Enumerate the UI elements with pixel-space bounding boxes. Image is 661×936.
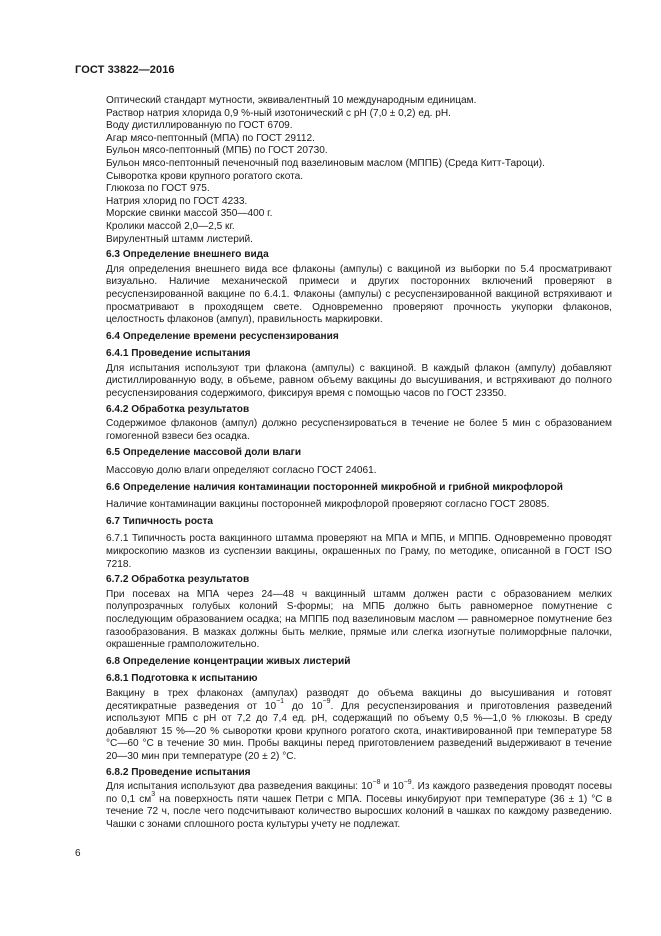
- materials-list: [106, 95, 612, 246]
- document-header: ГОСТ 33822—2016: [75, 64, 175, 76]
- section-heading-6-5: 6.5 Определение массовой доли влаги: [106, 447, 302, 459]
- subsection-text-6-7-2: При посевах на МПА через 24—48 ч вакцинный штамм должен расти с образованием мелких полупрозрачных голубых колоний S-формы; на МПБ должно быть равномерное помутнение с последующим образованием осадка; на МППБ под вазелиновым маслом — равномерное помутнение без газообразования. В мазках должны быть мелкие, прямые или слегка изогнутые полиморфные палочки, окрашенные грамположительно.: [106, 588, 612, 651]
- list-item: Натрия хлорид по ГОСТ 4233.: [106, 195, 248, 207]
- section-heading-6-7: 6.7 Типичность роста: [106, 515, 214, 527]
- text-run: на поверхность пяти чашек Петри с МПА. Посевы инкубируют при температуре (36 ± 1) °С в течение 72 ч, после чего подсчитывают количество выросших колоний в чашках по каждому разведению. Чашки с зонами сплошного роста культуры учету не подлежат.: [106, 793, 612, 830]
- subsection-heading-6-8-2: 6.8.2 Проведение испытания: [106, 766, 251, 778]
- text-run: Вакцину в трех флаконах (ампулах) разводят до объема вакцины до высушивания и готовят десятикратные разведения от 10: [106, 687, 612, 712]
- subsection-text-6-7-1: 6.7.1 Типичность роста вакцинного штамма проверяют на МПА и МПБ, и МППБ. Одновременно проводят микроскопию мазков из суспензии вакцины, окрашенных по Граму, по методике, описанной в ГОСТ ISO 7218.: [106, 533, 612, 570]
- list-item: Воду дистиллированную по ГОСТ 6709.: [106, 120, 293, 132]
- subsection-heading-6-4-2: 6.4.2 Обработка результатов: [106, 403, 250, 415]
- list-item: Вирулентный штамм листерий.: [106, 233, 253, 245]
- list-item: Оптический стандарт мутности, эквивалентный 10 международным единицам.: [106, 95, 477, 106]
- text-run: до 10: [284, 700, 323, 712]
- subsection-heading-6-4-1: 6.4.1 Проведение испытания: [106, 348, 251, 360]
- section-text-6-3: Для определения внешнего вида все флаконы (ампулы) с вакциной из выборки по 5.4 просматривают визуально. Наличие механической примеси и других посторонних включений проверяют в ресуспензированной вакцине по 6.4.1. Флаконы (ампулы) с ресуспензированной вакциной встряхивают и просматривают в проходящем свете. Одновременно проверяют прочность укупорки флаконов, целостность флаконов (ампул), правильность маркировки.: [106, 263, 612, 326]
- section-heading-6-3: 6.3 Определение внешнего вида: [106, 249, 269, 261]
- list-item: Раствор натрия хлорида 0,9 %-ный изотонический с pH (7,0 ± 0,2) ед. pH.: [106, 107, 451, 119]
- subsection-text-6-4-2: Содержимое флаконов (ампул) должно ресуспензироваться в течение не более 5 мин с образованием гомогенной взвеси без осадка.: [106, 418, 612, 442]
- list-item: Агар мясо-пептонный (МПА) по ГОСТ 29112.: [106, 132, 315, 144]
- list-item: Сыворотка крови крупного рогатого скота.: [106, 170, 304, 182]
- subsection-text-6-8-2: [106, 778, 612, 831]
- exponent: −9: [322, 698, 331, 706]
- section-heading-6-4: 6.4 Определение времени ресуспензирования: [106, 330, 339, 342]
- text-run: . Для ресуспензирования и приготовления разведений используют МПБ с pH от 7,2 до 7,4 ед. pH, содержащий по объему 0,5 %—1,0 % глюкозы. В среду добавляют 15 %—20 % сыворотки крови крупного рогатого скота, инактивированной при температуре 58 °С—60 °С в течение 30 мин. Пробы вакцины перед приготовлением разведений выдерживают в течение 20—30 мин при температуре (20 ± 2) °С.: [106, 700, 613, 762]
- list-item: Бульон мясо-пептонный печеночный под вазелиновым маслом (МППБ) (Среда Китт-Тароци).: [106, 157, 545, 169]
- subsection-heading-6-8-1: 6.8.1 Подготовка к испытанию: [106, 673, 258, 685]
- document-body: [106, 95, 612, 831]
- section-heading-6-8: 6.8 Определение концентрации живых листерий: [106, 655, 351, 667]
- page-number: 6: [75, 848, 81, 859]
- exponent: 3: [151, 791, 156, 799]
- list-item: Бульон мясо-пептонный (МПБ) по ГОСТ 20730.: [106, 145, 328, 157]
- list-item: Глюкоза по ГОСТ 975.: [106, 183, 210, 195]
- text-run: . Из каждого разведения проводят посевы по 0,1 см: [106, 781, 612, 805]
- exponent: −8: [372, 778, 381, 786]
- list-item: Кролики массой 2,0—2,5 кг.: [106, 220, 235, 232]
- section-heading-6-6: 6.6 Определение наличия контаминации посторонней микробной и грибной микрофлорой: [106, 481, 563, 493]
- section-text-6-6: Наличие контаминации вакцины посторонней микрофлорой проверяют согласно ГОСТ 28085.: [106, 499, 550, 511]
- subsection-text-6-4-1: Для испытания используют три флакона (ампулы) с вакциной. В каждый флакон (ампулу) добавляют дистиллированную воду, в объеме, равном объему вакцины до высушивания, и встряхивают до полного ресуспензирования содержимого, фиксируя время с помощью часов по ГОСТ 23350.: [106, 362, 612, 400]
- list-item: Морские свинки массой 350—400 г.: [106, 208, 273, 220]
- exponent: −9: [403, 778, 412, 786]
- section-text-6-5: Массовую долю влаги определяют согласно ГОСТ 24061.: [106, 465, 377, 477]
- subsection-text-6-8-1: [106, 688, 612, 764]
- subsection-heading-6-7-2: 6.7.2 Обработка результатов: [106, 574, 250, 586]
- text-run: и 10: [380, 781, 404, 793]
- exponent: −1: [276, 698, 285, 706]
- text-run: Для испытания используют два разведения вакцины: 10: [106, 781, 373, 793]
